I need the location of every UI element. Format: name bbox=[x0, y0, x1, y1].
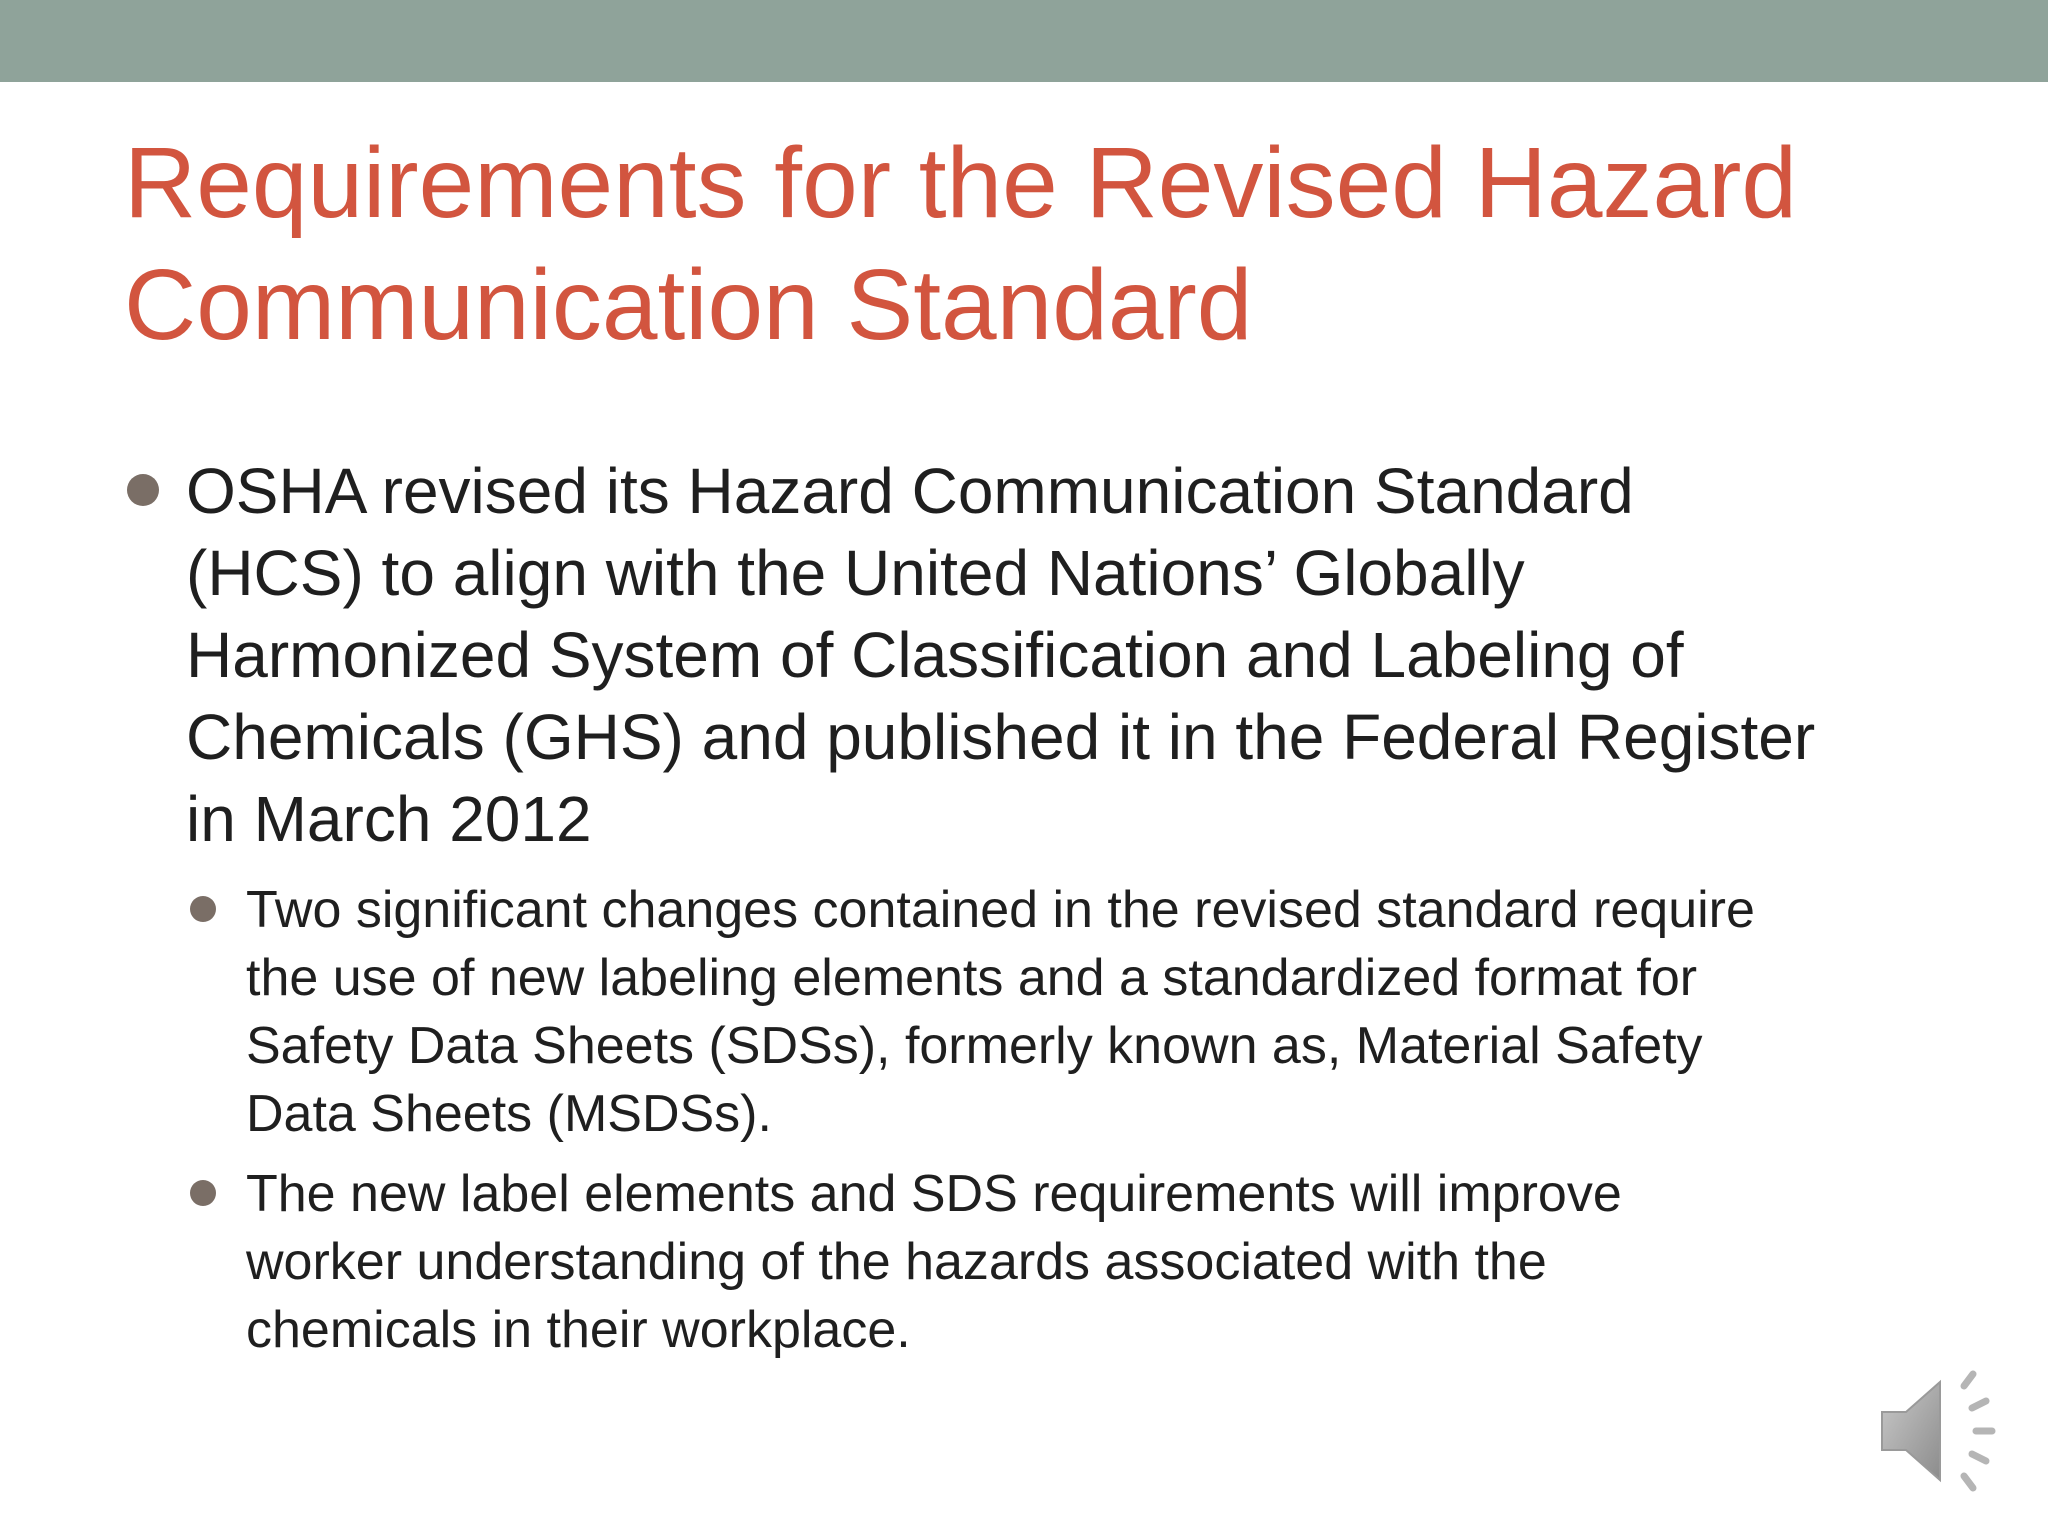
sub-bullet-2 bbox=[124, 1160, 1944, 1364]
main-bullet-line: in March 2012 bbox=[186, 783, 592, 855]
bullet-dot-icon bbox=[190, 1180, 216, 1206]
sub-bullet-line: Two significant changes contained in the revised standard require bbox=[246, 881, 1755, 939]
top-banner bbox=[0, 0, 2048, 82]
slide-title-line-2: Communication Standard bbox=[124, 249, 1253, 361]
bullet-dot-icon bbox=[127, 474, 159, 506]
slide-title-line-1: Requirements for the Revised Hazard bbox=[124, 127, 1797, 239]
speaker-icon[interactable] bbox=[1876, 1366, 2006, 1496]
sub-bullet-line: chemicals in their workplace. bbox=[246, 1301, 911, 1359]
sub-bullet-line: Safety Data Sheets (SDSs), formerly known as, Material Safety bbox=[246, 1017, 1703, 1075]
sub-bullet-list bbox=[124, 876, 1944, 1364]
bullet-dot-icon bbox=[190, 896, 216, 922]
sub-bullet-line: worker understanding of the hazards associated with the bbox=[246, 1233, 1547, 1291]
main-bullet-line: Harmonized System of Classification and Labeling of bbox=[186, 619, 1684, 691]
main-bullet-line: (HCS) to align with the United Nations’ Globally bbox=[186, 537, 1525, 609]
main-bullet bbox=[124, 450, 1944, 860]
slide-body bbox=[124, 450, 1944, 1376]
sub-bullet-1 bbox=[124, 876, 1944, 1148]
sub-bullet-line: The new label elements and SDS requirements will improve bbox=[246, 1165, 1622, 1223]
main-bullet-line: Chemicals (GHS) and published it in the Federal Register bbox=[186, 701, 1816, 773]
sub-bullet-line: the use of new labeling elements and a standardized format for bbox=[246, 949, 1698, 1007]
main-bullet-line: OSHA revised its Hazard Communication Standard bbox=[186, 455, 1634, 527]
slide-title bbox=[124, 122, 1944, 366]
sub-bullet-line: Data Sheets (MSDSs). bbox=[246, 1085, 772, 1143]
